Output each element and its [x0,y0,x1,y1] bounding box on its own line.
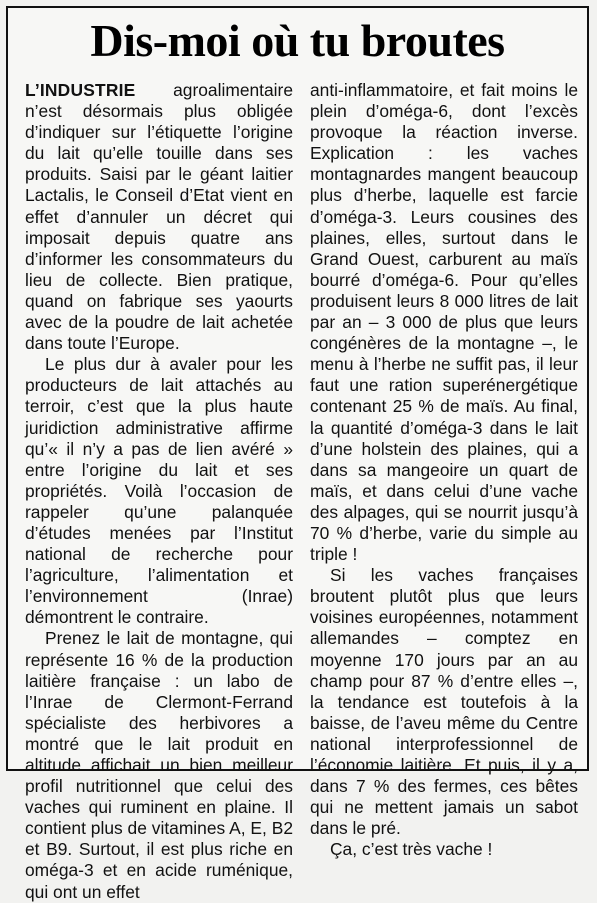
lead-kicker: L’INDUSTRIE [25,80,136,100]
article-frame [6,6,589,902]
right-column [310,80,578,860]
body-paragraph: Si les vaches françaises broutent plutôt plus que leurs voisines européennes, notamment allemandes – comptez en moyenne 170 jours par an au champ pour 87 % d’entre elles –, la tendance est toutefois à la baisse, de l’aveu même du Centre national interprofessionnel de l’économie laitière. Et puis, il y a, dans 7 % des fermes, ces bêtes qui ne mettent jamais un sabot dans le pré. [310,565,578,839]
lead-text: agroalimentaire n’est désormais plus obligée d’indiquer sur l’étiquette l’origine du lait qu’elle touille dans ses produits. Saisi par le géant laitier Lactalis, le Conseil d’Etat vient en effet d’annuler un décret qui imposait depuis quatre ans d’informer les consommateurs du lieu de collecte. Bien pratique, quand on fabrique ses yaourts avec de la poudre de lait achetée dans toute l’Europe. [25,80,293,354]
continued-paragraph: anti-inflammatoire, et fait moins le plein d’oméga-6, dont l’excès provoque la réaction inverse. Explication : les vaches montagnardes mangent beaucoup plus d’herbe, laquelle est farcie d’oméga-3. Leurs cousines des plaines, elles, surtout dans le Grand Ouest, carburent au maïs bourré d’oméga-6. Pour qu’elles produisent leurs 8 000 litres de lait par an – 3 000 de plus que leurs congénères de la montagne –, le menu à l’herbe ne suffit pas, il leur faut une ration superénergétique contenant 25 % de maïs. Au final, la quantité d’oméga-3 dans le lait d’une holstein des plaines, qui a dans sa mangeoire un quart de maïs, et dans celui d’une vache des alpages, qui se nourrit jusqu’à 70 % d’herbe, varie du simple au triple ! [310,80,578,565]
left-column [25,80,293,903]
closing-line: Ça, c’est très vache ! [330,839,493,860]
body-paragraph: Prenez le lait de montagne, qui représente 16 % de la production laitière française : un labo de l’Inrae de Clermont-Ferrand spécialiste des herbivores a montré que le lait produit en altitude affichait un bien meilleur profil nutritionnel que celui des vaches qui ruminent en plaine. Il contient plus de vitamines A, E, B2 et B9. Surtout, il est plus riche en oméga-3 et en acide ruménique, qui ont un effet [25,628,293,902]
body-paragraph: Le plus dur à avaler pour les producteurs de lait attachés au terroir, c’est que la plus haute juridiction administrative affirme qu’« il n’y a pas de lien avéré » entre l’origine du lait et ses propriétés. Voilà l’occasion de rappeler qu’une palanquée d’études menées par l’Institut national de recherche pour l’agriculture, l’alimentation et l’environnement (Inrae) démontrent le contraire. [25,354,293,628]
lead-paragraph [25,80,293,354]
headline: Dis-moi où tu broutes [90,15,505,66]
